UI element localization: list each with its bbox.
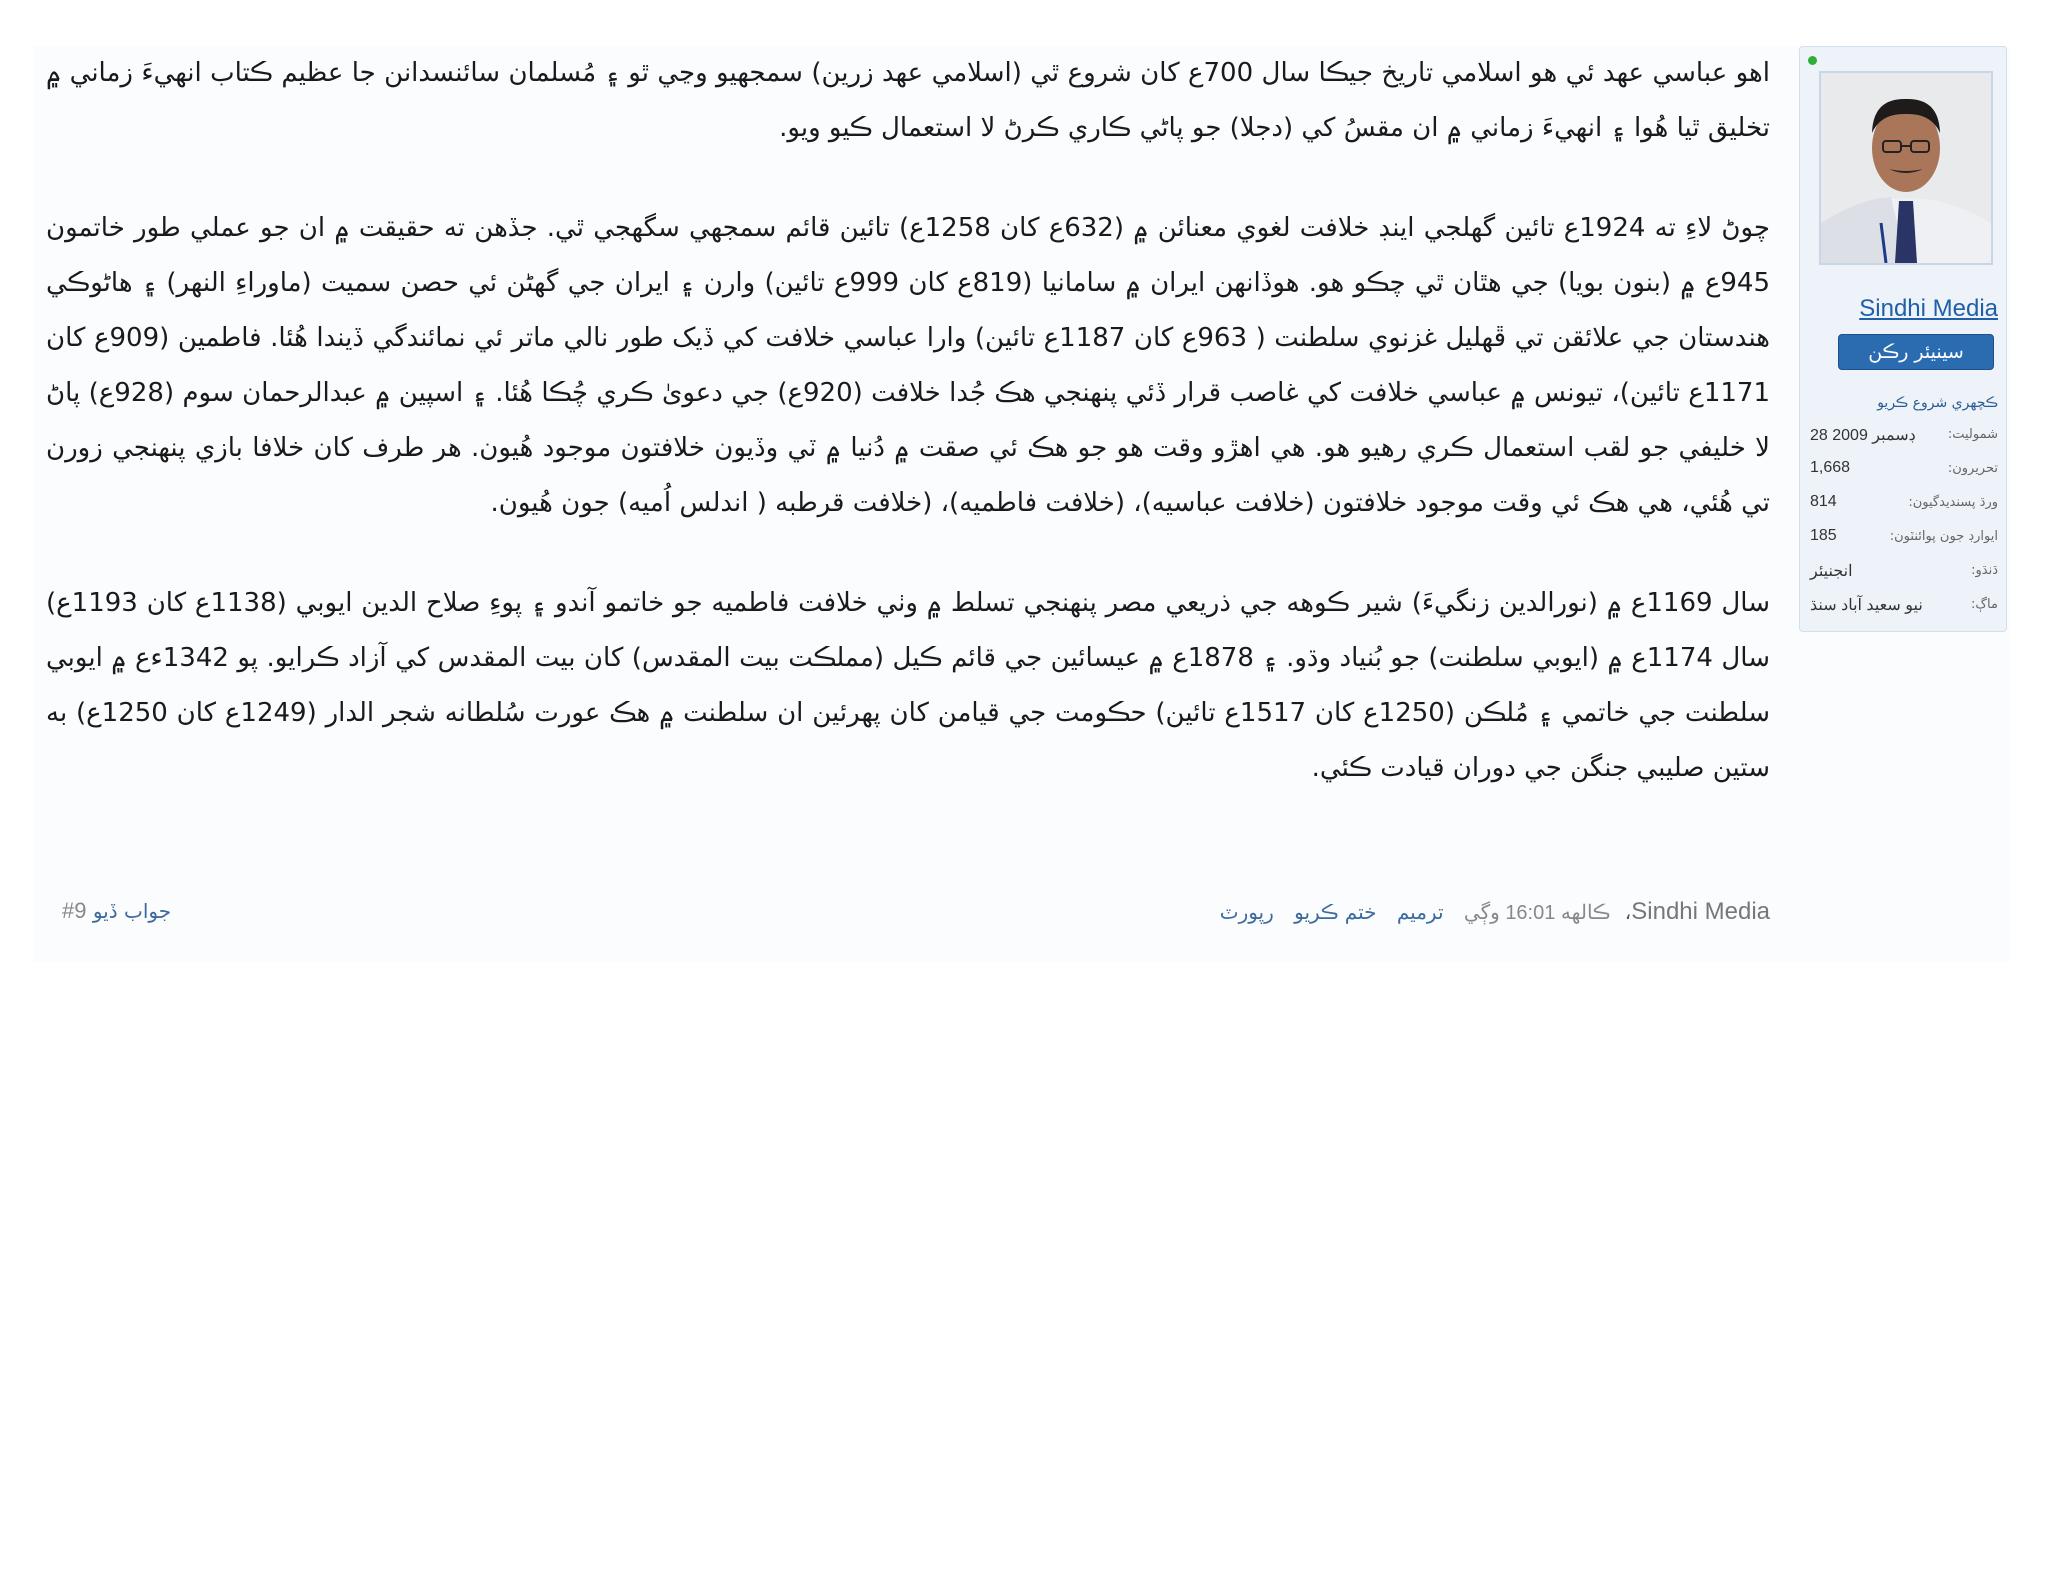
stat-award-points: [1808, 525, 1998, 559]
online-status-icon: [1808, 56, 1817, 65]
stat-label: ماڳ:: [1971, 597, 1998, 612]
stat-occupation: [1808, 559, 1998, 593]
post-actions: [48, 898, 171, 924]
stat-label: ايوارڊ جون پوائنٽون:: [1889, 529, 1998, 544]
stat-value: 1,668: [1810, 459, 1851, 476]
stat-label: ڌنڌو:: [1971, 563, 1998, 578]
start-chat-link[interactable]: ڪچهري شروع ڪريو: [1877, 395, 1998, 411]
post-number-link[interactable]: #9: [62, 898, 87, 923]
message-paragraph: اهو عباسي عهد ئي هو اسلامي تاريخ جيڪا سال 700ع کان شروع ٿي (اسلامي عهد زرين) سمجهيو وڃي ٿو ۽ مُسلمان سائنسدانن جا عظيم ڪتاب انهيءَ زماني ۾ تخليق ٿيا هُوا ۽ انهيءَ زماني ۾ ان مقسُ کي (دجلا) جو پاڻي ڪاري ڪرڻ لا استعمال ڪيو ويو.: [46, 58, 1770, 143]
post-author-link[interactable]: Sindhi Media: [1631, 898, 1770, 925]
post-timestamp[interactable]: ڪالهه 16:01 وڳي: [1463, 902, 1611, 924]
stat-joined: [1808, 423, 1998, 457]
stat-value: انجنيئر: [1810, 563, 1853, 580]
stat-value: 28 ڊسمبر 2009: [1810, 427, 1916, 444]
rank-badge: سينيئر رڪن: [1838, 334, 1994, 370]
message-paragraph: چوڻ لاءِ ته 1924ع تائين گهلجي اينڊ خلافت لغوي معنائن ۾ (632ع کان 1258ع) تائين قائم سمجهي سگهجي ٿي. جڏهن ته حقيقت ۾ ان جو عملي طور خاتمون 945ع ۾ (بنون بويا) جي هٿان ٿي چڪو هو. هوڏانهن ايران ۾ سامانيا (819ع کان 999ع تائين) وارن ۽ ايران جي گهڻن ئي حصن سميت (ماوراءِ النهر) ۽ هاڻوڪي هندستان جي علائقن تي ڦهليل غزنوي سلطنت ( 963ع کان 1187ع تائين) وارا عباسي خلافت کي ڏيک طور نالي ماتر ئي نمائندگي ڏيندا هُئا. فاطمين (909ع کان 1171ع تائين)، تيونس ۾ عباسي خلافت کي غاصب قرار ڏئي پنهنجي هڪ جُدا خلافت (920ع) جي دعوىٰ ڪري چُڪا هُئا. ۽ اسپين ۾ عبدالرحمان سوم (928ع) پاڻ لا خليفي جو لقب استعمال ڪري رهيو هو. هي اهڙو وقت هو جو هڪ ئي صقت ۾ دُنيا ۾ ٽي وڏيون خلافتون موجود هُيون. هر طرف کان خلافا بازي پنهنجي زورن تي هُئي، هي هڪ ئي وقت موجود خلافتون (خلافت عباسيه)، (خلافت فاطميه)، (خلافت قرطبه ( اندلس اُميه) جون هُيون.: [46, 213, 1771, 518]
message-body: [46, 46, 1770, 841]
user-stats: [1808, 423, 1998, 627]
edit-link[interactable]: ترميم: [1396, 900, 1444, 924]
stat-label: تحريرون:: [1947, 461, 1998, 476]
user-info-panel: [1799, 46, 2007, 632]
stat-value: 814: [1810, 493, 1837, 510]
reply-link[interactable]: جواب ڏيو: [92, 899, 172, 923]
stat-value: نيو سعيد آباد سنڌ: [1810, 597, 1923, 614]
stat-posts: [1808, 457, 1998, 491]
stat-likes: [1808, 491, 1998, 525]
stat-value: 185: [1810, 527, 1837, 544]
delete-link[interactable]: ختم ڪريو: [1294, 900, 1377, 924]
avatar[interactable]: [1819, 71, 1993, 265]
stat-label: شموليت:: [1947, 427, 1998, 442]
stat-label: ورڌ پسنديدگيون:: [1908, 495, 1998, 510]
post-meta: Sindhi Media، ڪالهه 16:01 وڳي ترميم ختم ڪريو رپورٽ: [1219, 898, 1770, 925]
message-paragraph: سال 1169ع ۾ (نورالدين زنگيءَ) شير ڪوهه جي ذريعي مصر پنهنجي تسلط ۾ وٺي خلافت فاطميه جو خاتمو آندو ۽ پوءِ صلاح الدين ايوبي (1138ع کان 1193ع) سال 1174ع ۾ (ايوبي سلطنت) جو بُنياد وڌو. ۽ 1878ع ۾ عيسائين جي قائم ڪيل (مملڪت بيت المقدس) کان بيت المقدس کي آزاد ڪرايو. پو 1342ءع ۾ ايوبي سلطنت جي خاتمي ۽ مُلڪن (1250ع کان 1517ع تائين) حڪومت جي قيامن کان پهرئين ان سلطنت ۾ هڪ عورت سُلطانه شجر الدار (1249ع کان 1250ع) به ستين صليبي جنگن جي دوران قيادت ڪئي.: [46, 588, 1771, 783]
username-link[interactable]: Sindhi Media: [1859, 295, 1998, 322]
report-link[interactable]: رپورٽ: [1219, 900, 1274, 924]
stat-location: [1808, 593, 1998, 627]
